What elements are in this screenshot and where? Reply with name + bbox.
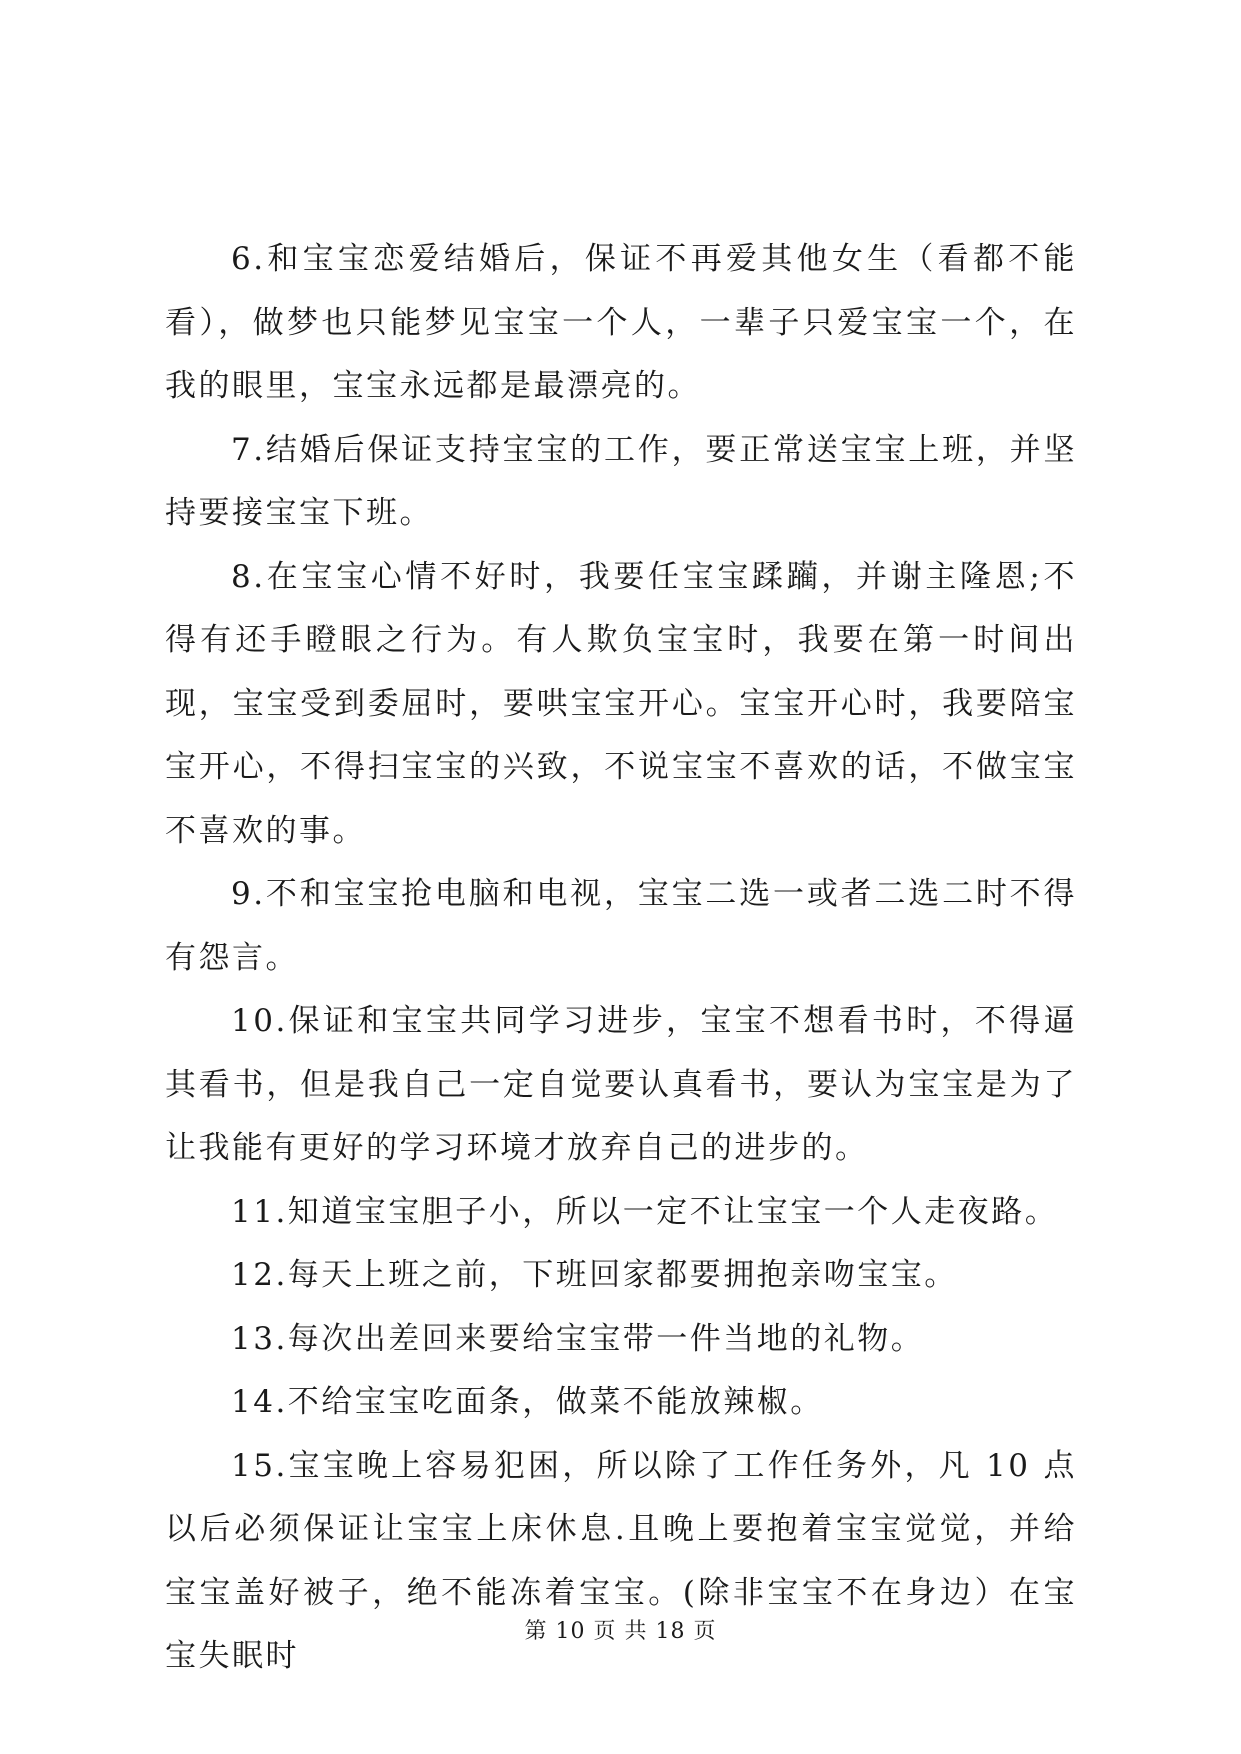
document-body xyxy=(165,228,1077,1689)
paragraph-item-14: 14.不给宝宝吃面条，做菜不能放辣椒。 xyxy=(231,1384,824,1420)
paragraph-item-12: 12.每天上班之前，下班回家都要拥抱亲吻宝宝。 xyxy=(231,1257,958,1293)
paragraph-item-8: 8.在宝宝心情不好时，我要任宝宝蹂躏，并谢主隆恩;不得有还手瞪眼之行为。有人欺负宝宝时，我要在第一时间出现，宝宝受到委屈时，要哄宝宝开心。宝宝开心时，我要陪宝宝开心，不得扫宝宝的兴致，不说宝宝不喜欢的话，不做宝宝不喜欢的事。 xyxy=(165,558,1077,849)
page-footer: 第 10 页 共 18 页 xyxy=(524,1619,717,1644)
paragraph-item-10: 10.保证和宝宝共同学习进步，宝宝不想看书时，不得逼其看书，但是我自己一定自觉要认真看书，要认为宝宝是为了让我能有更好的学习环境才放弃自己的进步的。 xyxy=(165,1003,1077,1166)
paragraph-item-6: 6.和宝宝恋爱结婚后，保证不再爱其他女生（看都不能看），做梦也只能梦见宝宝一个人，一辈子只爱宝宝一个，在我的眼里，宝宝永远都是最漂亮的。 xyxy=(165,241,1077,404)
paragraph-item-11: 11.知道宝宝胆子小，所以一定不让宝宝一个人走夜路。 xyxy=(231,1193,1059,1230)
paragraph-item-7: 7.结婚后保证支持宝宝的工作，要正常送宝宝上班，并坚持要接宝宝下班。 xyxy=(165,431,1077,531)
paragraph-item-13: 13.每次出差回来要给宝宝带一件当地的礼物。 xyxy=(231,1320,925,1357)
paragraph-item-9: 9.不和宝宝抢电脑和电视，宝宝二选一或者二选二时不得有怨言。 xyxy=(165,876,1077,976)
paragraph-item-15: 15.宝宝晚上容易犯困，所以除了工作任务外，凡 10 点以后必须保证让宝宝上床休息.且晚上要抱着宝宝觉觉，并给宝宝盖好被子，绝不能冻着宝宝。(除非宝宝不在身边）在宝宝失眠时 xyxy=(165,1447,1077,1674)
